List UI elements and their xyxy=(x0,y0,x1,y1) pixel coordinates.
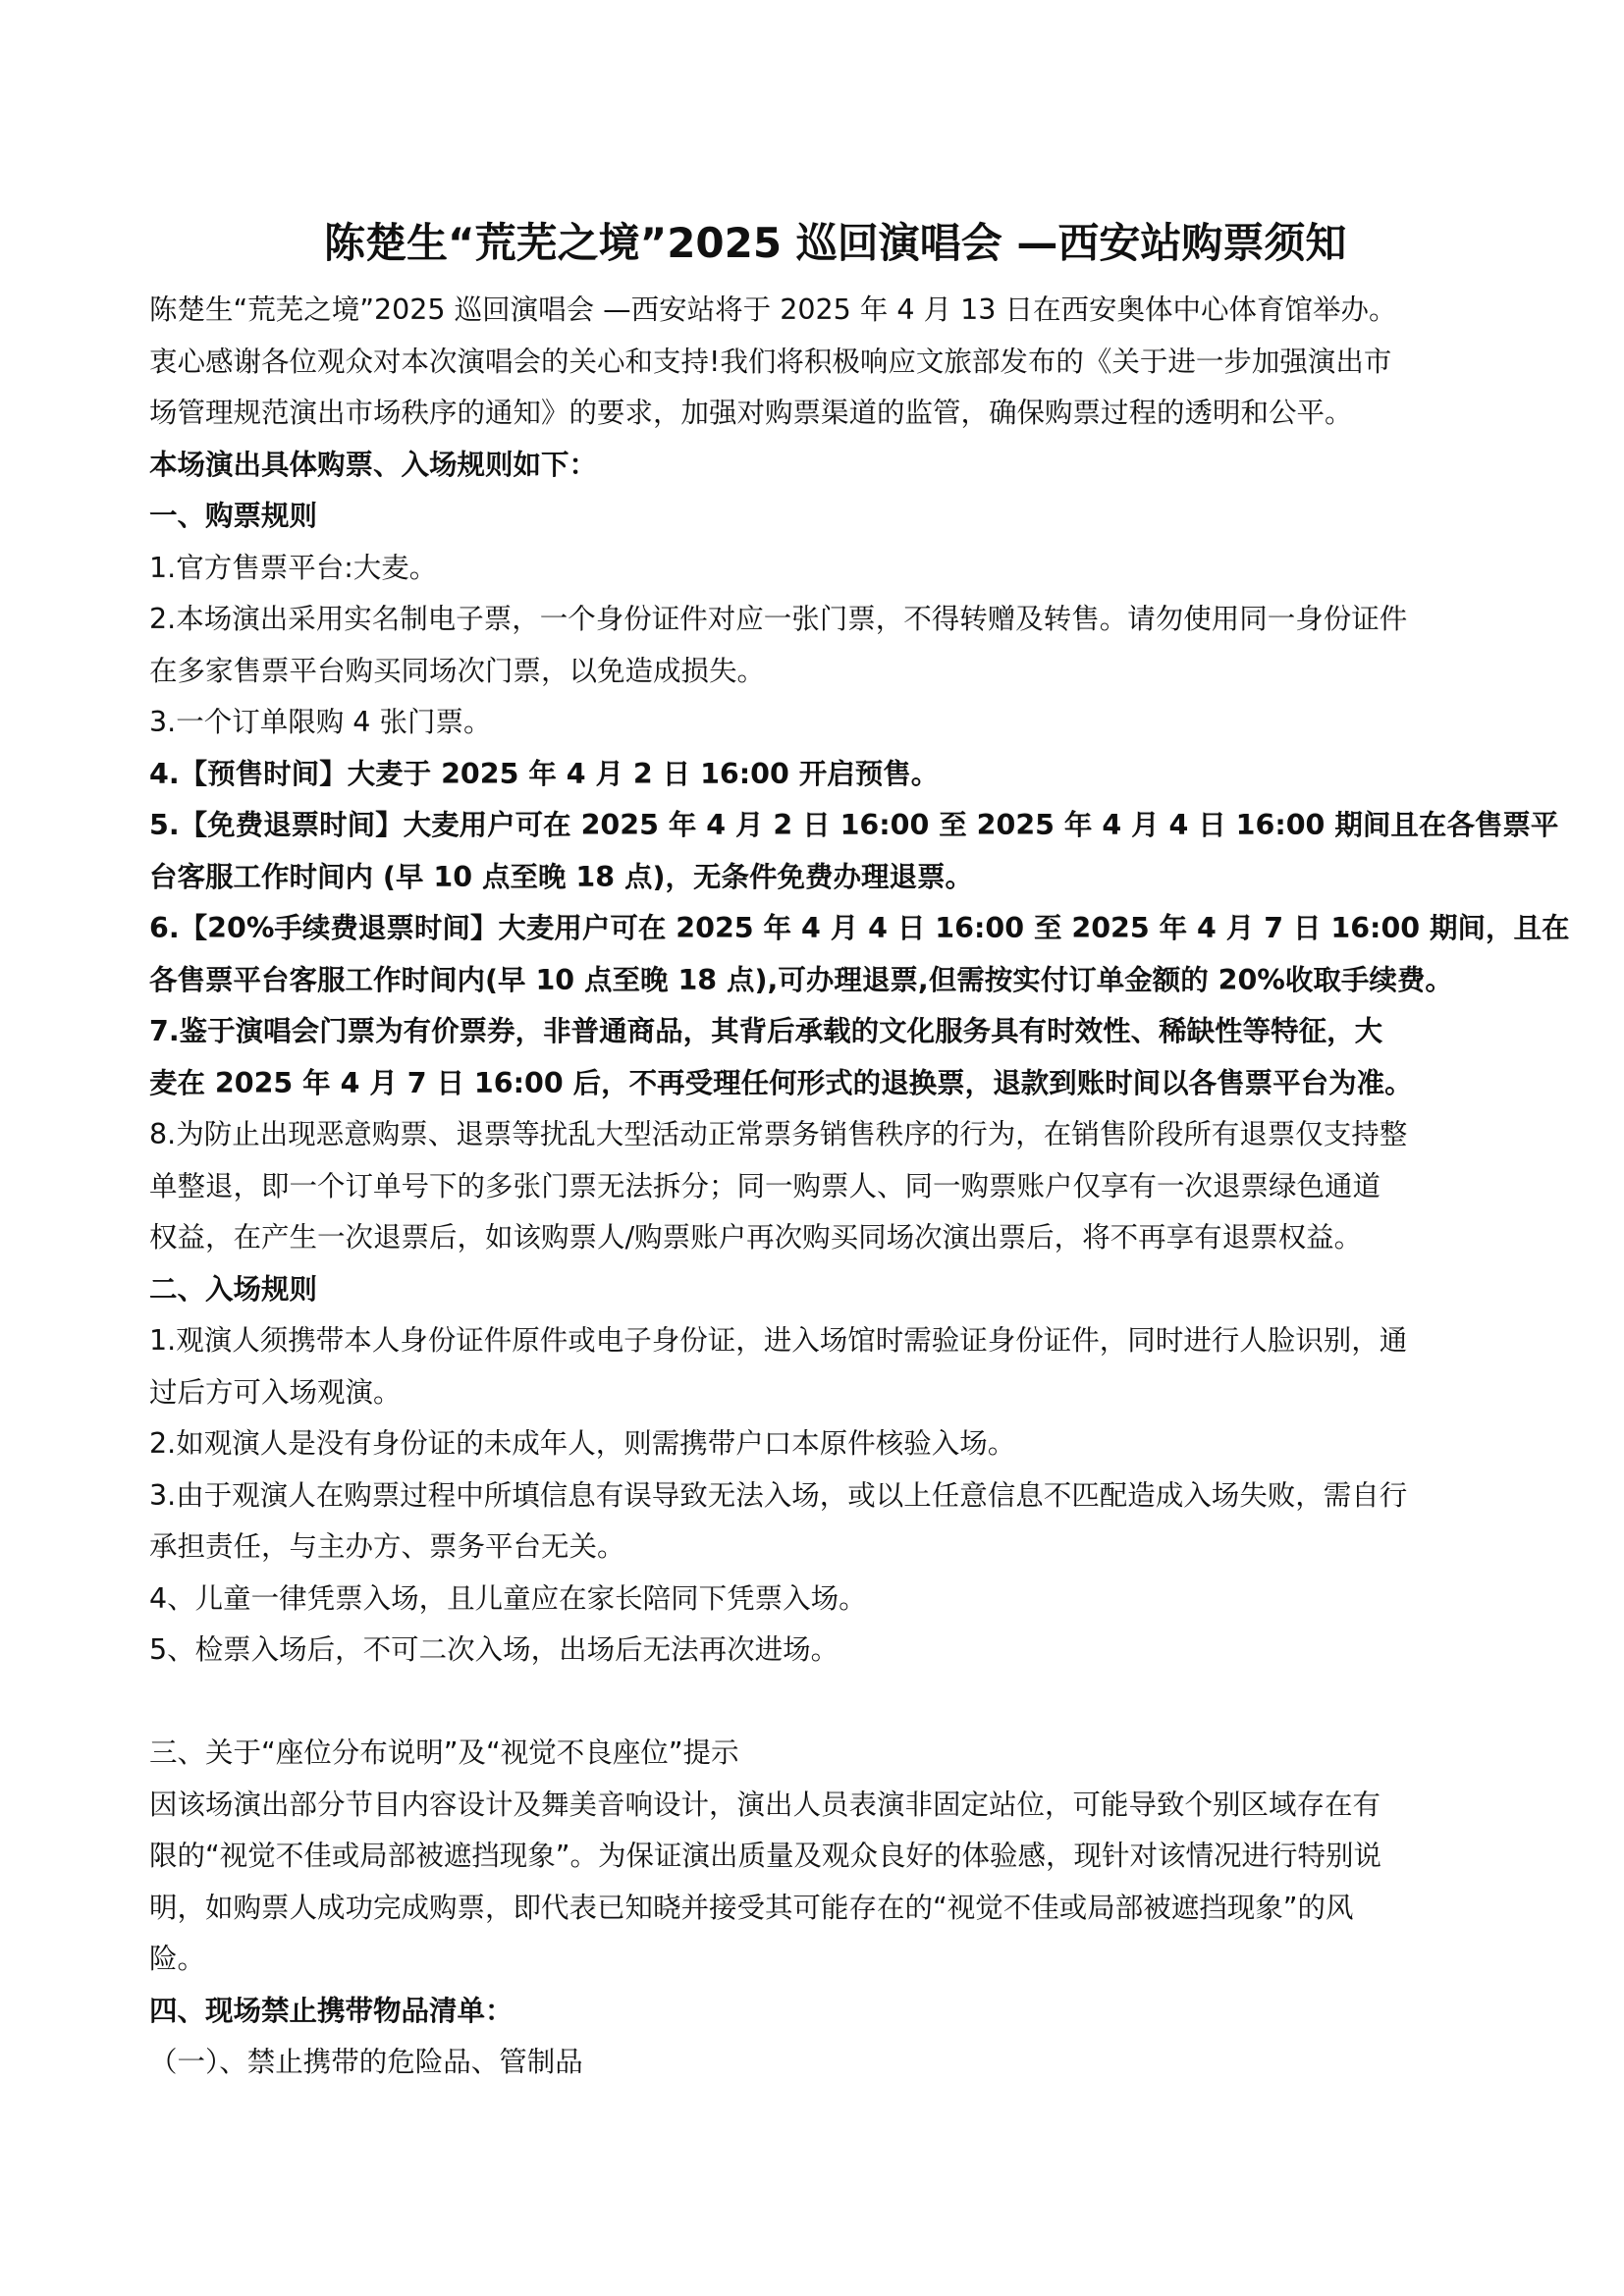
item-line: 1.观演人须携带本人身份证件原件或电子身份证，进入场馆时需验证身份证件，同时进行人脸识别，通 xyxy=(149,1324,1408,1357)
item-line: 单整退，即一个订单号下的多张门票无法拆分；同一购票人、同一购票账户仅享有一次退票绿色通道 xyxy=(149,1169,1381,1202)
item-line: 5、检票入场后，不可二次入场，出场后无法再次进场。 xyxy=(149,1633,839,1666)
item-line: 1.官方售票平台:大麦。 xyxy=(149,551,438,584)
section2-item-5 xyxy=(149,1625,1485,1677)
item-line: 3.一个订单限购 4 张门票。 xyxy=(149,706,492,738)
spacer xyxy=(149,1677,1485,1729)
section4-heading-text: 四、现场禁止携带物品清单： xyxy=(149,1994,514,2027)
item-line: 承担责任，与主办方、票务平台无关。 xyxy=(149,1530,625,1563)
section1-item-8 xyxy=(149,1109,1485,1264)
item-line: 7.鉴于演唱会门票为有价票券，非普通商品，其背后承载的文化服务具有时效性、稀缺性等特征，大 xyxy=(149,1015,1383,1047)
item-line: 因该场演出部分节目内容设计及舞美音响设计，演出人员表演非固定站位，可能导致个别区域存在有 xyxy=(149,1788,1381,1821)
section3-heading xyxy=(149,1728,1485,1780)
item-line: 过后方可入场观演。 xyxy=(149,1375,402,1409)
item-line: 麦在 2025 年 4 月 7 日 16:00 后，不再受理任何形式的退换票，退款到账时间以各售票平台为准。 xyxy=(149,1066,1413,1099)
intro-line: 陈楚生“荒芜之境”2025 巡回演唱会 —西安站将于 2025 年 4 月 13 日在西安奥体中心体育馆举办。 xyxy=(149,294,1397,326)
section1-item-7 xyxy=(149,1006,1485,1109)
intro-paragraph xyxy=(149,285,1485,440)
item-line: 各售票平台客服工作时间内(早 10 点至晚 18 点),可办理退票,但需按实付订单金额的 20%收取手续费。 xyxy=(149,963,1453,996)
section1-item-6 xyxy=(149,903,1570,1006)
section4-subheading xyxy=(149,2037,1485,2089)
section1-item-3 xyxy=(149,697,1485,749)
section2-item-2 xyxy=(149,1418,1485,1470)
item-line: 在多家售票平台购买同场次门票，以免造成损失。 xyxy=(149,654,766,687)
section2-heading xyxy=(149,1264,1485,1316)
item-line: 险。 xyxy=(149,1943,206,1975)
item-line: 限的“视觉不佳或局部被遮挡现象”。为保证演出质量及观众良好的体验感，现针对该情况进行特别说 xyxy=(149,1840,1382,1872)
item-line: 6.【20%手续费退票时间】大麦用户可在 2025 年 4 月 4 日 16:00 至 2025 年 4 月 7 日 16:00 期间，且在 xyxy=(149,912,1570,944)
section4-heading xyxy=(149,1986,1485,2038)
intro-line: 衷心感谢各位观众对本次演唱会的关心和支持!我们将积极响应文旅部发布的《关于进一步加强演出市 xyxy=(149,345,1392,378)
section1-item-5 xyxy=(149,800,1559,903)
rules-heading-text: 本场演出具体购票、入场规则如下： xyxy=(149,448,598,481)
section2-item-3 xyxy=(149,1470,1485,1574)
item-line: 3.由于观演人在购票过程中所填信息有误导致无法入场，或以上任意信息不匹配造成入场失败，需自行 xyxy=(149,1478,1408,1512)
item-line: 5.【免费退票时间】大麦用户可在 2025 年 4 月 2 日 16:00 至 2025 年 4 月 4 日 16:00 期间且在各售票平 xyxy=(149,809,1559,841)
item-line: 2.本场演出采用实名制电子票，一个身份证件对应一张门票，不得转赠及转售。请勿使用同一身份证件 xyxy=(149,603,1408,635)
section3-paragraph xyxy=(149,1780,1485,1986)
item-line: 2.如观演人是没有身份证的未成年人，则需携带户口本原件核验入场。 xyxy=(149,1427,1016,1460)
section1-heading xyxy=(149,491,1485,543)
section1-item-4 xyxy=(149,749,1485,801)
section2-item-4 xyxy=(149,1574,1485,1626)
section2-heading-text: 二、入场规则 xyxy=(149,1272,318,1306)
item-line: 4、儿童一律凭票入场，且儿童应在家长陪同下凭票入场。 xyxy=(149,1581,867,1615)
section1-heading-text: 一、购票规则 xyxy=(149,500,318,532)
document-title: 陈楚生“荒芜之境”2025 巡回演唱会 —西安站购票须知 xyxy=(324,219,1347,267)
document-body xyxy=(149,285,1570,2089)
intro-line: 场管理规范演出市场秩序的通知》的要求，加强对购票渠道的监管，确保购票过程的透明和公平。 xyxy=(149,397,1353,429)
item-line: 台客服工作时间内 (早 10 点至晚 18 点)，无条件免费办理退票。 xyxy=(149,860,973,893)
item-line: 8.为防止出现恶意购票、退票等扰乱大型活动正常票务销售秩序的行为，在销售阶段所有退票仅支持整 xyxy=(149,1118,1408,1150)
rules-heading xyxy=(149,440,1485,492)
item-line: 4.【预售时间】大麦于 2025 年 4 月 2 日 16:00 开启预售。 xyxy=(149,757,940,790)
item-line: 权益，在产生一次退票后，如该购票人/购票账户再次购买同场次演出票后，将不再享有退票权益。 xyxy=(149,1221,1363,1254)
section4-sub-text: （一）、禁止携带的危险品、管制品 xyxy=(149,2046,583,2078)
section3-heading-text: 三、关于“座位分布说明”及“视觉不良座位”提示 xyxy=(149,1736,739,1769)
section1-item-1 xyxy=(149,543,1485,595)
item-line: 明，如购票人成功完成购票，即代表已知晓并接受其可能存在的“视觉不佳或局部被遮挡现象”的风 xyxy=(149,1891,1354,1924)
section2-item-1 xyxy=(149,1315,1485,1418)
section1-item-2 xyxy=(149,594,1485,697)
